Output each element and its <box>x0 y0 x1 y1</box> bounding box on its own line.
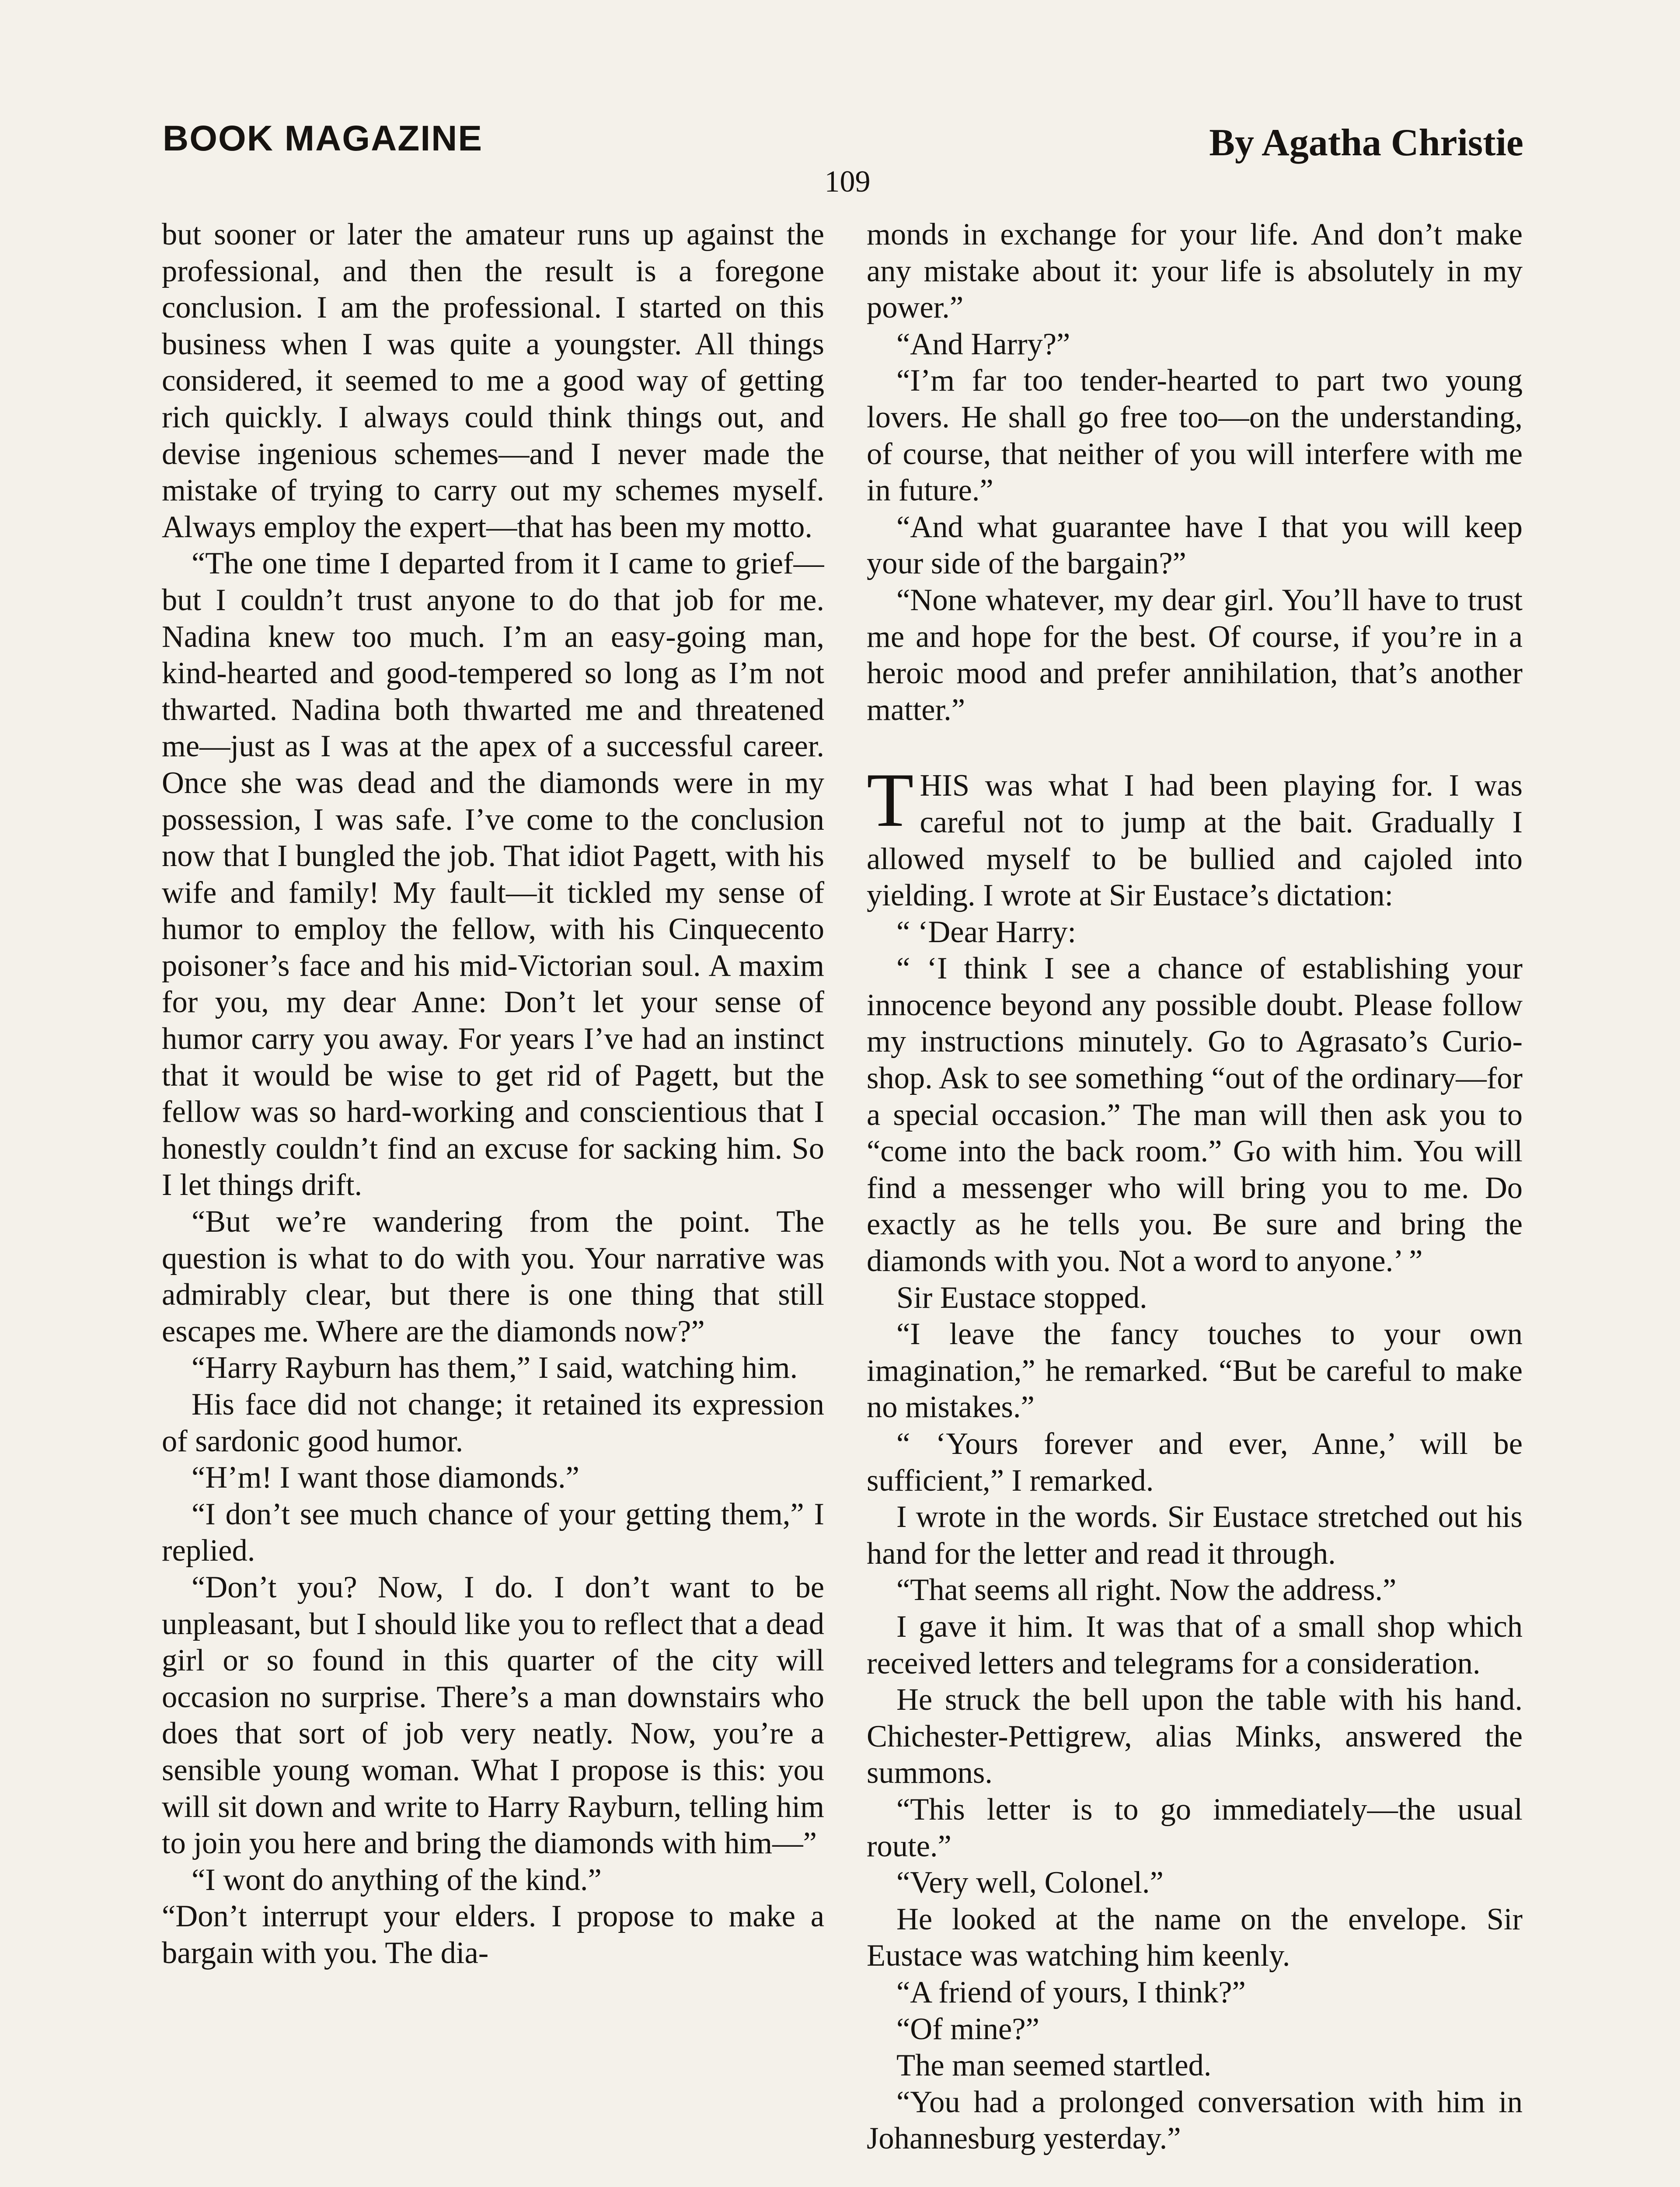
paragraph: “That seems all right. Now the address.” <box>896 1573 1397 1607</box>
paragraph: “I don’t see much chance of your getting them,” I replied. <box>162 1497 824 1568</box>
paragraph: “A friend of yours, I think?” <box>896 1975 1246 2009</box>
paragraph: “Don’t you? Now, I do. I don’t want to be unpleasant, but I should like you to reflect that a dead girl or so found in this quarter of the city will occasion no surprise. There’s a man downstairs who does that sort of job very neatly. Now, you’re a sensible young woman. What I propose is this: you will sit down and write to Harry Rayburn, telling him to join you here and bring the diamonds with him—” <box>162 1570 824 1861</box>
paragraph: His face did not change; it retained its expression of sardonic good humor. <box>162 1387 824 1458</box>
paragraph: “And what guarantee have I that you will keep your side of the bargain?” <box>867 510 1523 581</box>
left-column <box>162 217 824 2187</box>
paragraph: “And Harry?” <box>896 327 1070 361</box>
paragraph: He struck the bell upon the table with his hand. Chichester-Pettigrew, alias Minks, answered the summons. <box>867 1683 1523 1790</box>
paragraph: “Harry Rayburn has them,” I said, watching him. <box>192 1351 798 1385</box>
paragraph: but sooner or later the amateur runs up against the professional, and then the result is a foregone conclusion. I am the professional. I started on this business when I was quite a youngster. All things considered, it seemed to me a good way of getting rich quickly. I always could think things out, and devise ingenious schemes—and I never made the mistake of trying to carry out my schemes myself. Always employ the expert—that has been my motto. <box>162 217 824 544</box>
dropcap-letter: T <box>867 758 914 843</box>
paragraph: “I wont do anything of the kind.” <box>192 1862 602 1897</box>
paragraph: Sir Eustace stopped. <box>896 1280 1147 1315</box>
paragraph: “None whatever, my dear girl. You’ll have to trust me and hope for the best. Of course, if you’re in a heroic mood and prefer annihilation, that’s another matter.” <box>867 583 1523 727</box>
paragraph: I wrote in the words. Sir Eustace stretched out his hand for the letter and read it through. <box>867 1500 1523 1571</box>
paragraph: “Don’t interrupt your elders. I propose to make a bargain with you. The dia- <box>162 1899 824 1970</box>
letter-salutation: “ ‘Dear Harry: <box>896 915 1076 949</box>
paragraph: He looked at the name on the envelope. Sir Eustace was watching him keenly. <box>867 1902 1523 1973</box>
page-number: 109 <box>824 165 871 199</box>
paragraph: The man seemed startled. <box>896 2048 1212 2083</box>
paragraph: “H’m! I want those diamonds.” <box>192 1460 579 1495</box>
paragraph: “Of mine?” <box>896 2012 1039 2046</box>
paragraph: “I’m far too tender-hearted to part two young lovers. He shall go free too—on the understanding, of course, that neither of you will interfere with me in future.” <box>867 363 1523 508</box>
magazine-title: BOOK MAGAZINE <box>163 119 483 158</box>
right-column <box>867 217 1523 2187</box>
paragraph: “This letter is to go immediately—the usual route.” <box>867 1792 1523 1863</box>
paragraph: “ ‘Yours forever and ever, Anne,’ will be sufficient,” I remarked. <box>867 1427 1523 1498</box>
letter-body: “ ‘I think I see a chance of establishing your innocence beyond any possible doubt. Please follow my instructions minutely. Go to Agrasato’s Curio-shop. Ask to see something “out of the ordinary—for a special occasion.” The man will then ask you to “come into the back room.” Go with him. You will find a messenger who will bring you to me. Do exactly as he tells you. Be sure and bring the diamonds with you. Not a word to anyone.’ ” <box>867 951 1523 1279</box>
paragraph: “The one time I departed from it I came to grief—but I couldn’t trust anyone to do that job for me. Nadina knew too much. I’m an easy-going man, kind-hearted and good-tempered so long as I’m not thwarted. Nadina both thwarted me and threatened me—just as I was at the apex of a successful career. Once she was dead and the diamonds were in my possession, I was safe. I’ve come to the conclusion now that I bungled the job. That idiot Pagett, with his wife and family! My fault—it tickled my sense of humor to employ the fellow, with his Cinquecento poisoner’s face and his mid-Victorian soul. A maxim for you, my dear Anne: Don’t let your sense of humor carry you away. For years I’ve had an instinct that it would be wise to get rid of Pagett, but the fellow was so hard-working and conscientious that I honestly couldn’t find an excuse for sacking him. So I let things drift. <box>162 546 824 1202</box>
paragraph: “I leave the fancy touches to your own imagination,” he remarked. “But be careful to make no mistakes.” <box>867 1317 1523 1425</box>
paragraph: monds in exchange for your life. And don’t make any mistake about it: your life is absolutely in my power.” <box>867 217 1523 325</box>
dropcap-paragraph <box>867 758 1523 914</box>
dropcap-text: HIS was what I had been playing for. I was careful not to jump at the bait. Gradually I allowed myself to be bullied and cajoled into yielding. I wrote at Sir Eustace’s dictation: <box>867 769 1523 913</box>
paragraph: I gave it him. It was that of a small shop which received letters and telegrams for a consideration. <box>867 1609 1523 1680</box>
paragraph: “You had a prolonged conversation with him in Johannesburg yesterday.” <box>867 2085 1523 2156</box>
paragraph: “Very well, Colonel.” <box>896 1866 1164 1900</box>
paragraph: “But we’re wandering from the point. The question is what to do with you. Your narrative was admirably clear, but there is one thing that still escapes me. Where are the diamonds now?” <box>162 1205 824 1349</box>
author-byline: By Agatha Christie <box>1209 122 1523 164</box>
